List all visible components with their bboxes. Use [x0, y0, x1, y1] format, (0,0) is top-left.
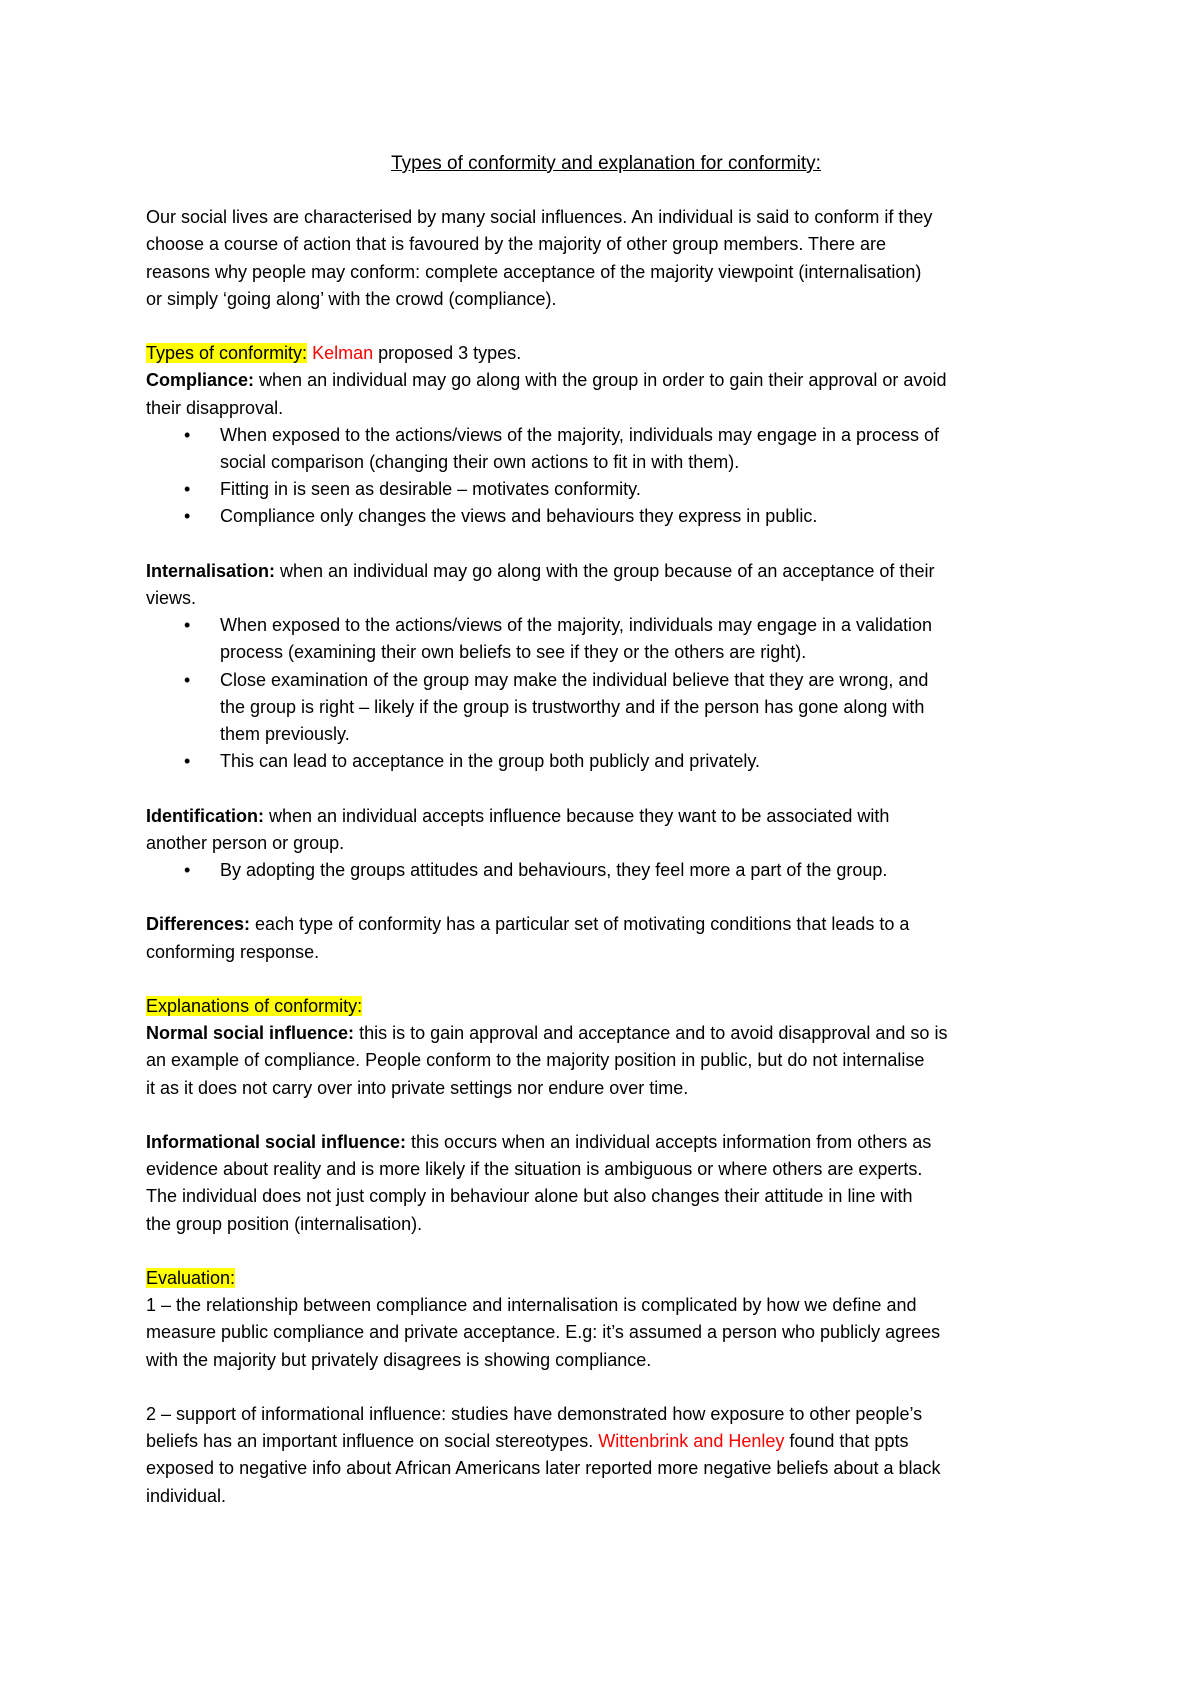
internalisation-line: views. [146, 588, 197, 609]
intro-line: choose a course of action that is favoured by the majority of other group members. There are [146, 234, 887, 255]
evaluation-line: measure public compliance and private acceptance. E.g: it’s assumed a person who publicly agrees [146, 1322, 941, 1343]
spacer [146, 1374, 1066, 1401]
spacer [146, 775, 1066, 802]
identification-text: when an individual accepts influence because they want to be associated with [264, 805, 890, 826]
bullet-icon: • [184, 751, 191, 772]
compliance-text: when an individual may go along with the group in order to gain their approval or avoid [254, 370, 947, 391]
bullet-text: them previously. [220, 724, 350, 745]
explanations-heading-line [146, 993, 1066, 1020]
types-heading-line [146, 340, 1066, 367]
bullet-icon: • [184, 479, 191, 500]
bullet-text: social comparison (changing their own actions to fit in with them). [220, 452, 740, 473]
list-item [146, 667, 1066, 749]
spacer [146, 531, 1066, 558]
compliance-term: Compliance: [146, 370, 255, 391]
bullet-text: When exposed to the actions/views of the majority, individuals may engage in a validation [220, 615, 933, 636]
bullet-text: Compliance only changes the views and behaviours they express in public. [220, 506, 818, 527]
evaluation-heading: Evaluation: [146, 1268, 236, 1289]
normal-line: it as it does not carry over into private settings nor endure over time. [146, 1077, 689, 1098]
informational-term: Informational social influence: [146, 1132, 407, 1153]
page-title: Types of conformity and explanation for conformity: [391, 153, 821, 174]
types-rest: proposed 3 types. [373, 343, 522, 364]
evaluation-line: 1 – the relationship between compliance and internalisation is complicated by how we define and [146, 1295, 917, 1316]
list-item [146, 612, 1066, 666]
bullet-icon: • [184, 424, 191, 445]
informational-line: The individual does not just comply in behaviour alone but also changes their attitude in line with [146, 1186, 913, 1207]
normal-line [146, 1020, 1066, 1047]
kelman-name: Kelman [312, 343, 374, 364]
evaluation-point-1 [146, 1292, 1066, 1374]
document-page [146, 150, 1066, 1510]
bullet-icon: • [184, 615, 191, 636]
intro-paragraph [146, 204, 1066, 313]
informational-influence-section [146, 1129, 1066, 1238]
evaluation-text: beliefs has an important influence on social stereotypes. [146, 1431, 599, 1452]
identification-line: another person or group. [146, 832, 345, 853]
bullet-text: By adopting the groups attitudes and behaviours, they feel more a part of the group. [220, 860, 888, 881]
bullet-text: When exposed to the actions/views of the majority, individuals may engage in a process of [220, 424, 940, 445]
list-item [146, 476, 1066, 503]
compliance-section [146, 367, 1066, 530]
internalisation-section [146, 558, 1066, 776]
bullet-icon: • [184, 506, 191, 527]
intro-line: reasons why people may conform: complete acceptance of the majority viewpoint (internalisation) [146, 261, 922, 282]
normal-influence-section [146, 1020, 1066, 1102]
differences-line [146, 911, 1066, 938]
spacer [146, 313, 1066, 340]
spacer [146, 1102, 1066, 1129]
informational-line: evidence about reality and is more likely if the situation is ambiguous or where others are experts. [146, 1159, 923, 1180]
compliance-bullets [146, 422, 1066, 531]
evaluation-line: 2 – support of informational influence: studies have demonstrated how exposure to other people’s [146, 1404, 923, 1425]
normal-text: this is to gain approval and acceptance and to avoid disapproval and so is [354, 1023, 948, 1044]
bullet-icon: • [184, 669, 191, 690]
list-item [146, 857, 1066, 884]
evaluation-heading-line [146, 1265, 1066, 1292]
evaluation-point-2 [146, 1401, 1066, 1510]
informational-line: the group position (internalisation). [146, 1213, 423, 1234]
bullet-icon: • [184, 860, 191, 881]
internalisation-line [146, 558, 1066, 585]
list-item [146, 422, 1066, 476]
differences-term: Differences: [146, 914, 251, 935]
internalisation-text: when an individual may go along with the group because of an acceptance of their [275, 560, 935, 581]
compliance-line [146, 367, 1066, 394]
evaluation-line: individual. [146, 1485, 227, 1506]
spacer [146, 966, 1066, 993]
bullet-text: Close examination of the group may make the individual believe that they are wrong, and [220, 669, 929, 690]
identification-term: Identification: [146, 805, 264, 826]
evaluation-line: exposed to negative info about African Americans later reported more negative beliefs about a black [146, 1458, 941, 1479]
list-item [146, 503, 1066, 530]
identification-bullets [146, 857, 1066, 884]
differences-section [146, 911, 1066, 965]
bullet-text: Fitting in is seen as desirable – motivates conformity. [220, 479, 641, 500]
informational-text: this occurs when an individual accepts information from others as [406, 1132, 932, 1153]
internalisation-term: Internalisation: [146, 560, 276, 581]
differences-line: conforming response. [146, 941, 320, 962]
spacer [146, 884, 1066, 911]
normal-line: an example of compliance. People conform to the majority position in public, but do not internalise [146, 1050, 925, 1071]
types-heading: Types of conformity: [146, 343, 308, 364]
internalisation-bullets [146, 612, 1066, 775]
evaluation-line: with the majority but privately disagrees is showing compliance. [146, 1349, 652, 1370]
evaluation-text: found that ppts [784, 1431, 909, 1452]
normal-term: Normal social influence: [146, 1023, 355, 1044]
intro-line: Our social lives are characterised by many social influences. An individual is said to conform if they [146, 207, 933, 228]
bullet-text: the group is right – likely if the group is trustworthy and if the person has gone along with [220, 696, 925, 717]
bullet-text: process (examining their own beliefs to see if they or the others are right). [220, 642, 807, 663]
identification-section [146, 803, 1066, 885]
explanations-heading: Explanations of conformity: [146, 996, 363, 1017]
evaluation-line [146, 1428, 1066, 1455]
spacer [146, 1238, 1066, 1265]
bullet-text: This can lead to acceptance in the group both publicly and privately. [220, 751, 760, 772]
identification-line [146, 803, 1066, 830]
researcher-names: Wittenbrink and Henley [598, 1431, 785, 1452]
list-item [146, 748, 1066, 775]
informational-line [146, 1129, 1066, 1156]
differences-text: each type of conformity has a particular set of motivating conditions that leads to a [250, 914, 910, 935]
compliance-line: their disapproval. [146, 397, 284, 418]
intro-line: or simply ‘going along’ with the crowd (compliance). [146, 288, 557, 309]
